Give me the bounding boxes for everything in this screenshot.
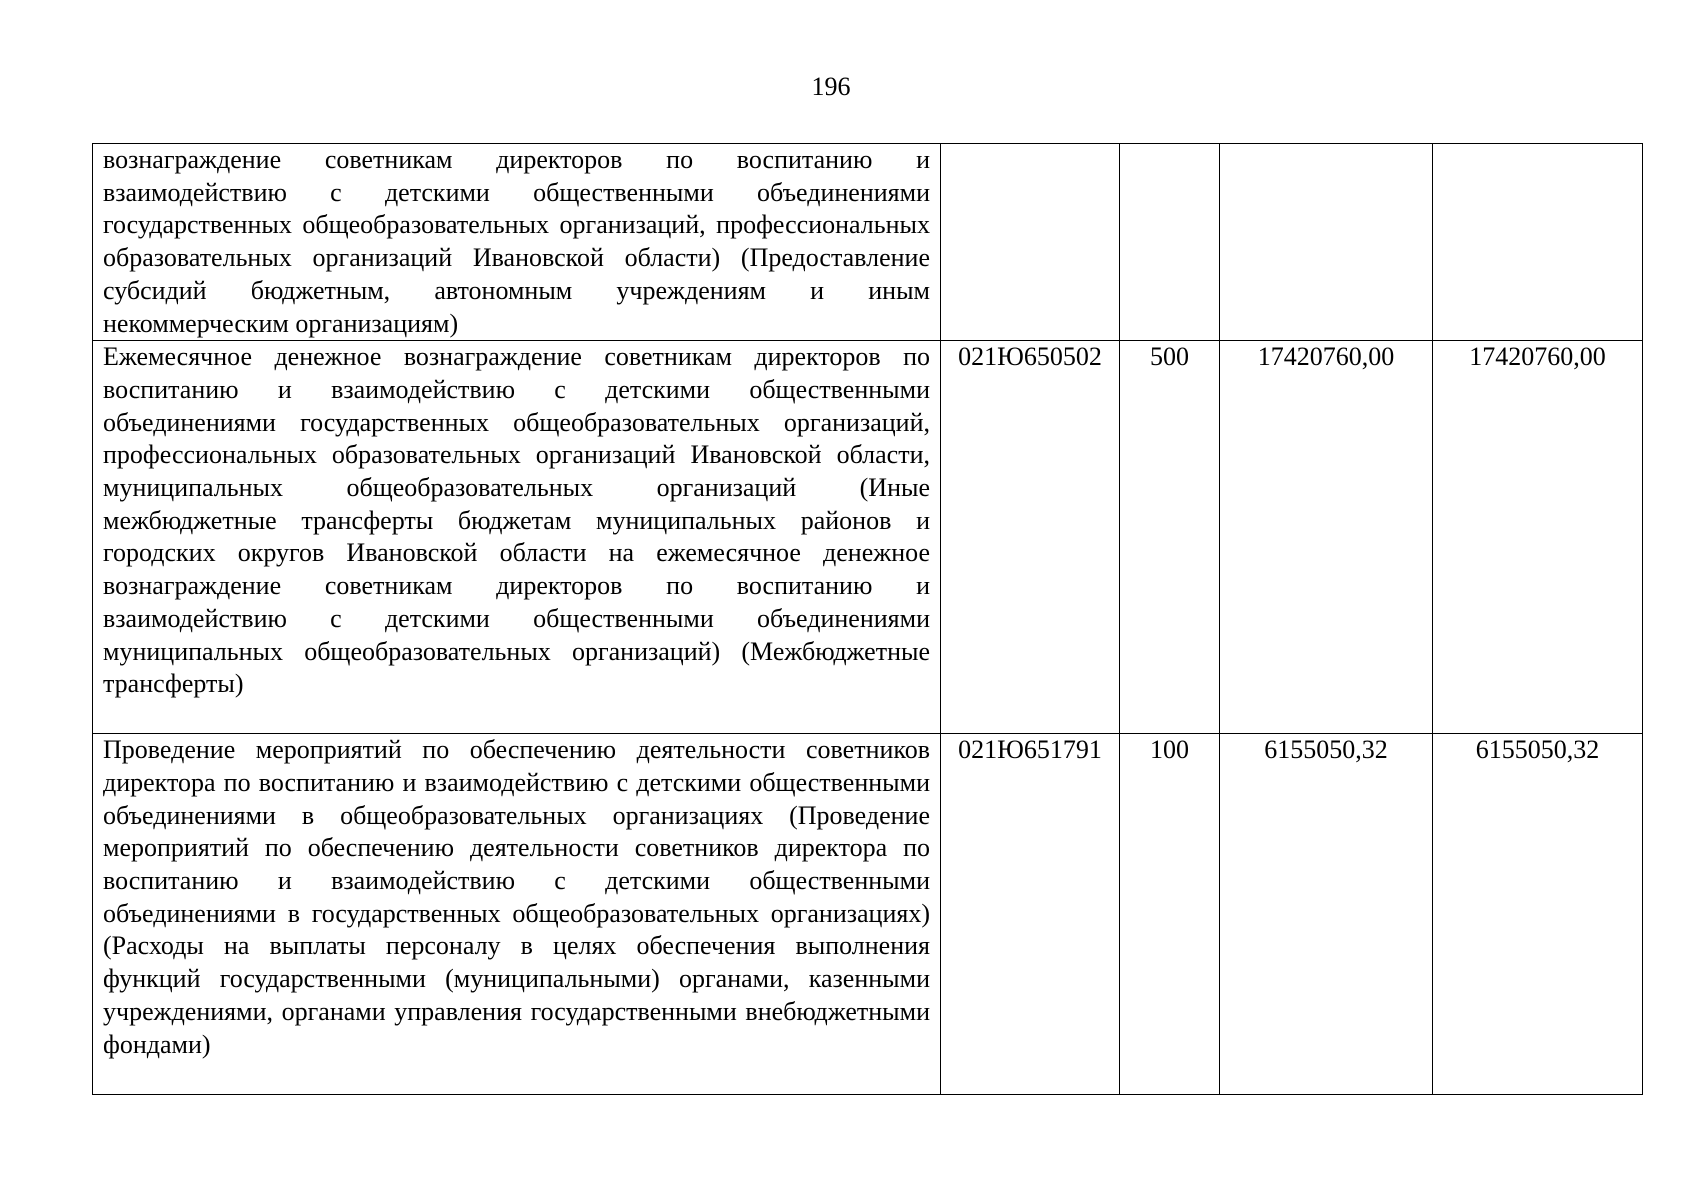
budget-table <box>92 143 1643 1095</box>
row-description-cell <box>93 341 941 734</box>
expense-type-code: 500 <box>1120 341 1220 734</box>
amount-year-1: 17420760,00 <box>1220 341 1433 734</box>
target-article-code: 021Ю651791 <box>941 734 1120 1095</box>
amount-year-2: 6155050,32 <box>1433 734 1643 1095</box>
row-description: вознаграждение советникам директоров по воспитанию и взаимодействию с детскими общественными объединениями государственных общеобразовательных организаций, профессиональных образовательных организаций Ивановской области) (Предоставление субсидий бюджетным, автономным учреждениям и иным некоммерческим организациям) <box>103 145 930 338</box>
table-row <box>93 734 1643 1095</box>
row-description: Проведение мероприятий по обеспечению деятельности советников директора по воспитанию и взаимодействию с детскими общественными объединениями в общеобразовательных организациях (Проведение мероприятий по обеспечению деятельности советников директора по воспитанию и взаимодействию с детскими общественными объединениями в государственных общеобразовательных организациях) (Расходы на выплаты персоналу в целях обеспечения выполнения функций государственными (муниципальными) органами, казенными учреждениями, органами управления государственными внебюджетными фондами) <box>103 735 930 1059</box>
table-row <box>93 341 1643 734</box>
amount-year-2: 17420760,00 <box>1433 341 1643 734</box>
row-description: Ежемесячное денежное вознаграждение советникам директоров по воспитанию и взаимодействию с детскими общественными объединениями государственных общеобразовательных организаций, профессиональных образовательных организаций Ивановской области, муниципальных общеобразовательных организаций (Иные межбюджетные трансферты бюджетам муниципальных районов и городских округов Ивановской области на ежемесячное денежное вознаграждение советникам директоров по воспитанию и взаимодействию с детскими общественными объединениями муниципальных общеобразовательных организаций) (Межбюджетные трансферты) <box>103 342 930 699</box>
table-row <box>93 144 1643 341</box>
row-description-cell <box>93 734 941 1095</box>
page-number: 196 <box>811 72 851 101</box>
expense-type-code <box>1120 144 1220 341</box>
target-article-code: 021Ю650502 <box>941 341 1120 734</box>
row-description-cell <box>93 144 941 341</box>
amount-year-1 <box>1220 144 1433 341</box>
amount-year-1: 6155050,32 <box>1220 734 1433 1095</box>
amount-year-2 <box>1433 144 1643 341</box>
target-article-code <box>941 144 1120 341</box>
expense-type-code: 100 <box>1120 734 1220 1095</box>
